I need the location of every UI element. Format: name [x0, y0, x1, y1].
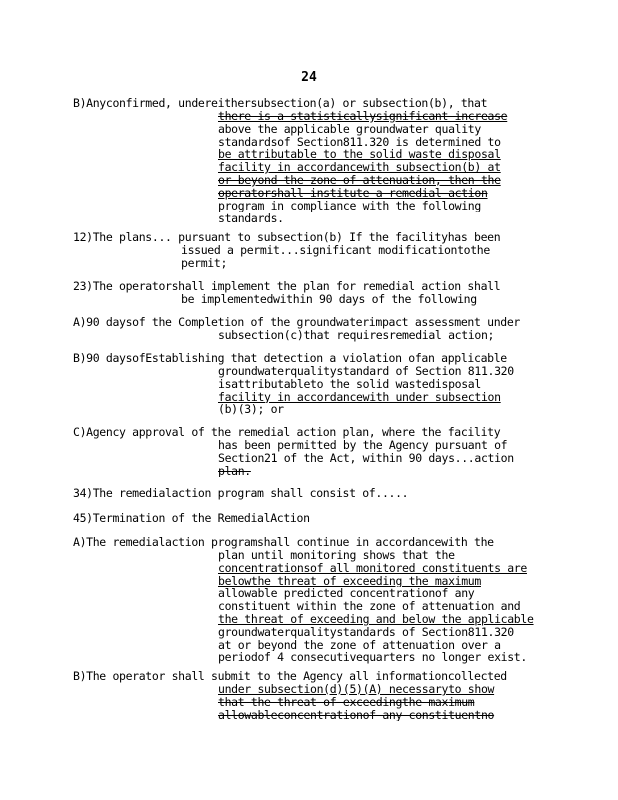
paragraph-a90-first-line: A)90 daysof the Completion of the groundwaterimpact assessment under: [73, 316, 521, 329]
paragraph-c-first-line: C)Agency approval of the remedial action plan, where the facility: [73, 426, 501, 439]
paragraph-b90-body: groundwaterqualitystandard of Section 811.320 isattributableto the solid wastedisposal facility in accordancewith under subsection (b)(3); or: [218, 365, 514, 417]
paragraph-23-body: be implementedwithin 90 days of the following: [181, 293, 477, 306]
paragraph-b-operator-body: under subsection(d)(5)(A) necessaryto show that the threat of exceedingthe maximum allowableconcentrationof any constituentno: [218, 683, 495, 722]
paragraph-b-operator-first-line: B)The operator shall submit to the Agency all informationcollected: [73, 670, 507, 683]
paragraph-c-body: has been permitted by the Agency pursuant of Section21 of the Act, within 90 days...action plan.: [218, 439, 514, 478]
paragraph-a90-body: subsection(c)that requiresremedial action;: [218, 329, 495, 342]
paragraph-b-first-line: B)Anyconfirmed, undereithersubsection(a) or subsection(b), that: [73, 97, 488, 110]
paragraph-b90-first-line: B)90 daysofEstablishing that detection a violation ofan applicable: [73, 352, 507, 365]
paragraph-a-termination-first-line: A)The remedialaction programshall continue in accordancewith the: [73, 536, 494, 549]
paragraph-23-first-line: 23)The operatorshall implement the plan for remedial action shall: [73, 280, 501, 293]
paragraph-b-body: there is a statisticallysignificant increase above the applicable groundwater quality standardsof Section811.320 is determined to be attributable to the solid waste disposal facility in accordancewith subsection(b) at or beyond the zone of attenuation, then the operatorshall institute a remedial action program in compliance with the following standards.: [218, 110, 508, 226]
paragraph-12-body: issued a permit...significant modificationtothe permit;: [181, 244, 490, 270]
paragraph-12-first-line: 12)The plans... pursuant to subsection(b) If the facilityhas been: [73, 231, 501, 244]
paragraph-a-termination-body: plan until monitoring shows that the concentrationsof all monitored constituents are belowthe threat of exceeding the maximum allowable predicted concentrationof any constituent within the zone of attenuation and the threat of exceeding and below the applicable groundwaterqualitystandards of Section811.320 at or beyond the zone of attenuation over a periodof 4 consecutivequarters no longer exist.: [218, 549, 534, 665]
paragraph-45-heading: 45)Termination of the RemedialAction: [73, 512, 310, 525]
paragraph-34: 34)The remedialaction program shall consist of.....: [73, 487, 409, 500]
page-number: 24: [301, 70, 317, 85]
